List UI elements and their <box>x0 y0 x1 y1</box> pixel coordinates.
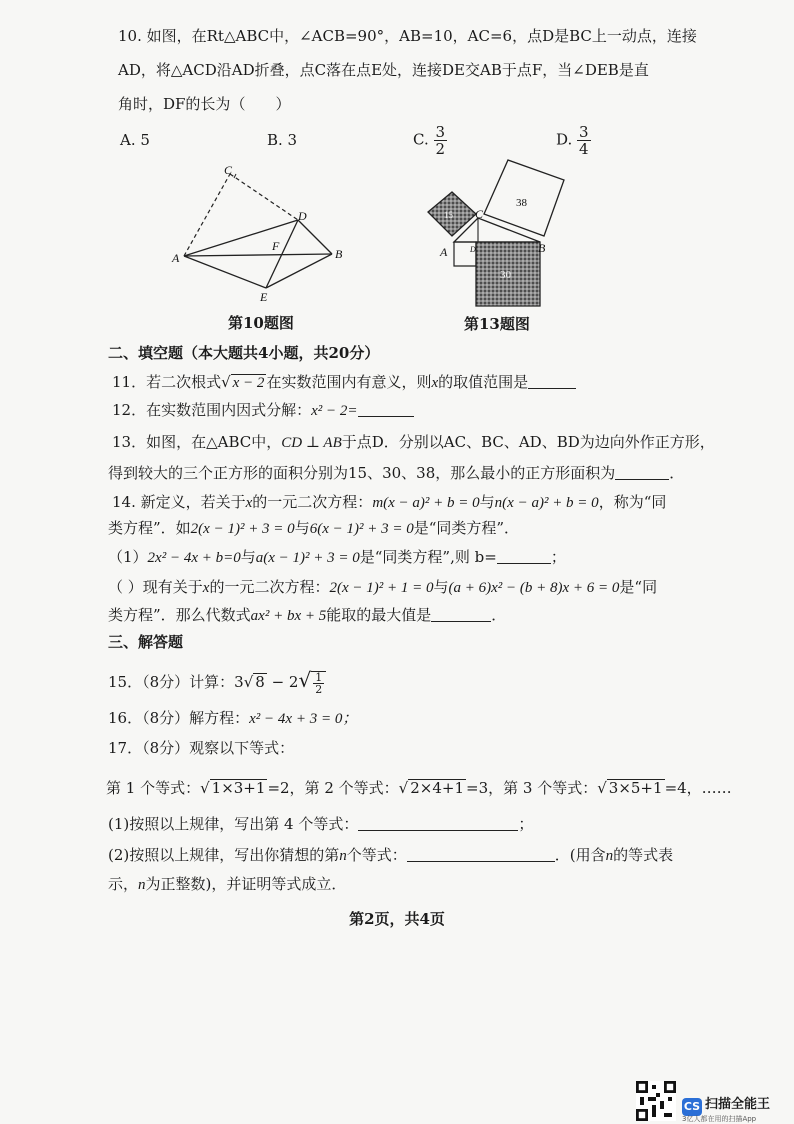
q17-part2-b: 个等式： <box>346 846 407 864</box>
q14-part2-line2-a: 类方程”．那么代数式 <box>108 606 251 624</box>
q15-prefix: 15．（8分）计算： <box>108 673 235 691</box>
q12-prefix: 12．在实数范围内因式分解： <box>112 401 312 419</box>
q14-line2 <box>108 518 519 539</box>
fig10-label-e: E <box>260 290 268 304</box>
q14-line1-a: 14. 新定义，若关于 <box>112 493 246 511</box>
q10-option-d-fraction <box>577 124 591 157</box>
q14-part2-line1 <box>108 577 657 598</box>
q17-part2-line2-b: 为正整数)，并证明等式成立． <box>145 875 347 893</box>
q14-part2-d: 是“同 <box>619 578 658 596</box>
q14-part2-eq2: (a + 6)x² − (b + 8)x + 6 = 0 <box>448 580 620 596</box>
q10-option-d-num: 3 <box>579 123 589 141</box>
q10-option-a: A. 5 <box>120 131 150 149</box>
q15-radicand: 8 <box>255 673 265 691</box>
q14-line2-c: 是“同类方程”． <box>413 519 520 537</box>
q12-expr: x² − 2= <box>311 403 358 419</box>
q10-line2: AD，将△ACD沿AD折叠，点C落在点E处，连接DE交AB于点F，当∠DEB是直 <box>118 61 649 79</box>
figure-13-caption: 第13题图 <box>464 315 530 333</box>
q17-part2-line2-n: n <box>138 877 146 893</box>
q17-part2-d: 的等式表 <box>613 846 674 864</box>
q14-line1-b: 的一元二次方程： <box>252 493 373 511</box>
q10-option-d-prefix: D. <box>556 130 573 149</box>
q12-line <box>112 400 414 421</box>
q14-line1-var: x <box>245 495 253 511</box>
q17-eq3-result: =4，…… <box>664 779 732 797</box>
q14-part1-eq2: a(x − 1)² + 3 = 0 <box>255 550 360 566</box>
q17-eq2-radicand: 2×4+1 <box>410 779 464 797</box>
fig10-label-a: A <box>172 251 180 265</box>
q14-eq1: m(x − a)² + b = 0 <box>372 495 480 511</box>
fig13-area-38: 38 <box>516 197 527 209</box>
fig13-label-c: C <box>475 207 484 221</box>
q16-prefix: 16．（8分）解方程： <box>108 709 250 727</box>
qr-code-icon <box>636 1081 676 1121</box>
q17-line1: 17．（8分）观察以下等式： <box>108 739 295 757</box>
q11-line <box>112 372 576 393</box>
q17-eq1-result: =2， <box>267 779 305 797</box>
sqrt-symbol: √ <box>200 779 210 797</box>
page-number: 第2页，共4页 <box>349 910 445 928</box>
q14-part2-var: x <box>202 580 210 596</box>
q13-line1-c: 于点D．分别以AC、BC、AD、BD为边向外作正方形， <box>341 433 715 451</box>
q17-part2-a: (2)按照以上规律，写出你猜想的第 <box>108 846 340 864</box>
q16-line <box>108 708 357 729</box>
q14-part1 <box>108 547 566 568</box>
q13-line1 <box>112 432 715 453</box>
q17-part2-n2: n <box>605 848 614 864</box>
q10-line3-text: 角时，DF的长为 <box>118 95 231 113</box>
q14-line2-a: 类方程”．如 <box>108 519 191 537</box>
q15-frac-num: 1 <box>315 670 323 684</box>
q11-prefix: 11．若二次根式 <box>112 373 222 391</box>
q14-part1-a: （1） <box>108 548 148 566</box>
q17-eq3-radicand: 3×5+1 <box>608 779 663 797</box>
q14-part2-line2-b: 能取的最大值是 <box>326 606 432 624</box>
q11-radicand: x − 2 <box>232 375 265 391</box>
sqrt-symbol: √ <box>221 373 231 391</box>
q13-line1-a: 13．如图，在△ABC中， <box>112 433 282 451</box>
q15-minus: − 2 <box>266 673 299 691</box>
q17-part2-c: ．(用含 <box>554 846 606 864</box>
q17-part2-n: n <box>339 848 347 864</box>
q15-coef: 3 <box>234 673 244 691</box>
q10-option-b: B. 3 <box>267 131 298 149</box>
q14-part1-end: ； <box>550 548 566 566</box>
q15-fraction <box>313 672 324 695</box>
q14-eq2: n(x − a)² + b = 0 <box>494 495 599 511</box>
q13-line2-text: 得到较大的三个正方形的面积分别为15、30、38，那么最小的正方形面积为 <box>108 464 616 482</box>
q14-eq3: 2(x − 1)² + 3 = 0 <box>190 521 295 537</box>
q14-line1-d: ，称为“同 <box>598 493 667 511</box>
q14-part2-line2-eq: ax² + bx + 5 <box>250 608 327 624</box>
q17-part2-answer-blank[interactable] <box>407 847 555 862</box>
q17-part2-line2-a: 示， <box>108 875 139 893</box>
q12-answer-blank[interactable] <box>358 402 414 417</box>
fig10-segment-eb <box>266 254 332 288</box>
cs-badge-icon: CS <box>682 1098 702 1116</box>
q13-answer-blank[interactable] <box>615 465 669 480</box>
q14-part1-eq1: 2x² − 4x + b=0 <box>147 550 241 566</box>
scanner-app-name: 扫描全能王 <box>705 1097 771 1112</box>
fig10-segment-db <box>298 220 332 254</box>
q10-option-d-den: 4 <box>579 140 589 158</box>
q14-part1-b: 与 <box>240 548 256 566</box>
fig10-label-b: B <box>335 247 343 261</box>
q17-part1-end: ； <box>518 815 534 833</box>
q14-line1 <box>112 492 666 513</box>
q17-part2-line1 <box>108 845 673 866</box>
q14-line1-c: 与 <box>479 493 495 511</box>
scanner-app-logo <box>682 1093 771 1123</box>
figure-13-diagram <box>420 150 570 310</box>
q13-line2-end: ． <box>669 464 685 482</box>
q14-part1-answer-blank[interactable] <box>497 549 551 564</box>
fig10-segment-ab <box>184 254 332 256</box>
fig10-segment-ae <box>184 256 266 288</box>
q14-part2-c: 与 <box>433 578 449 596</box>
q16-expr: x² − 4x + 3 = 0； <box>249 711 358 727</box>
q10-line1: 10. 如图，在Rt△ABC中，∠ACB=90°，AB=10，AC=6，点D是BC上一动点，连接 <box>118 27 697 45</box>
q10-line3 <box>118 94 290 114</box>
q10-answer-paren: （ ） <box>230 95 291 113</box>
q17-part1-text: (1)按照以上规律，写出第 4 个等式： <box>108 815 359 833</box>
fig13-area-30: 30 <box>500 269 511 281</box>
section-3-title: 三、解答题 <box>108 633 184 651</box>
section-2-title: 二、填空题（本大题共4小题，共20分） <box>108 344 380 362</box>
scanner-app-slogan: 3亿人都在用的扫描App <box>682 1115 757 1123</box>
q15-frac-den: 2 <box>315 682 323 696</box>
q17-part1-answer-blank[interactable] <box>358 816 518 831</box>
q14-part2-eq1: 2(x − 1)² + 1 = 0 <box>329 580 434 596</box>
q14-part1-c: 是“同类方程”,则 b= <box>359 548 497 566</box>
q17-eq2-result: =3， <box>466 779 504 797</box>
fig13-area-15: 15 <box>444 210 453 220</box>
q10-option-c-den: 2 <box>435 140 446 158</box>
q11-var: x <box>431 375 439 391</box>
q15-line <box>108 670 326 695</box>
fig13-label-b: B <box>538 241 546 255</box>
sqrt-symbol: √ <box>398 779 409 797</box>
q10-option-c-num: 3 <box>435 123 446 141</box>
q11-middle: 在实数范围内有意义，则 <box>266 373 432 391</box>
q13-perp-expr: CD ⊥ AB <box>281 435 342 451</box>
q14-eq4: 6(x − 1)² + 3 = 0 <box>309 521 414 537</box>
q17-equations <box>106 778 732 798</box>
sqrt-symbol: √ <box>298 668 312 692</box>
q17-eq1-label: 第 1 个等式： <box>106 779 201 797</box>
q17-part2-line2 <box>108 874 346 895</box>
q17-part1 <box>108 814 533 834</box>
q14-line2-b: 与 <box>294 519 310 537</box>
q14-part2-a: （ ）现有关于 <box>108 578 203 596</box>
sqrt-symbol: √ <box>597 779 607 797</box>
fig10-label-d: D <box>298 209 307 223</box>
fig10-segment-cd <box>230 174 298 220</box>
q11-answer-blank[interactable] <box>528 374 576 389</box>
q10-option-c-prefix: C. <box>413 130 429 149</box>
fig10-label-c: C <box>224 163 233 177</box>
q14-part2-line2-end: ． <box>491 606 507 624</box>
figure-10-caption: 第10题图 <box>228 314 294 332</box>
sqrt-symbol: √ <box>243 673 254 691</box>
q11-suffix: 的取值范围是 <box>438 373 529 391</box>
q14-part2-b: 的一元二次方程： <box>209 578 330 596</box>
q17-eq2-label: 第 2 个等式： <box>304 779 399 797</box>
figure-10-diagram <box>160 160 360 310</box>
fig13-label-d: D <box>470 245 476 254</box>
q14-part2-answer-blank[interactable] <box>431 607 491 622</box>
q17-eq1-radicand: 1×3+1 <box>211 779 266 797</box>
fig10-right-angle-mark <box>234 174 236 178</box>
fig13-label-a: A <box>440 245 448 259</box>
q13-line2 <box>108 463 684 483</box>
q14-part2-line2 <box>108 605 506 626</box>
q17-eq3-label: 第 3 个等式： <box>503 779 598 797</box>
fig10-label-f: F <box>272 239 280 253</box>
